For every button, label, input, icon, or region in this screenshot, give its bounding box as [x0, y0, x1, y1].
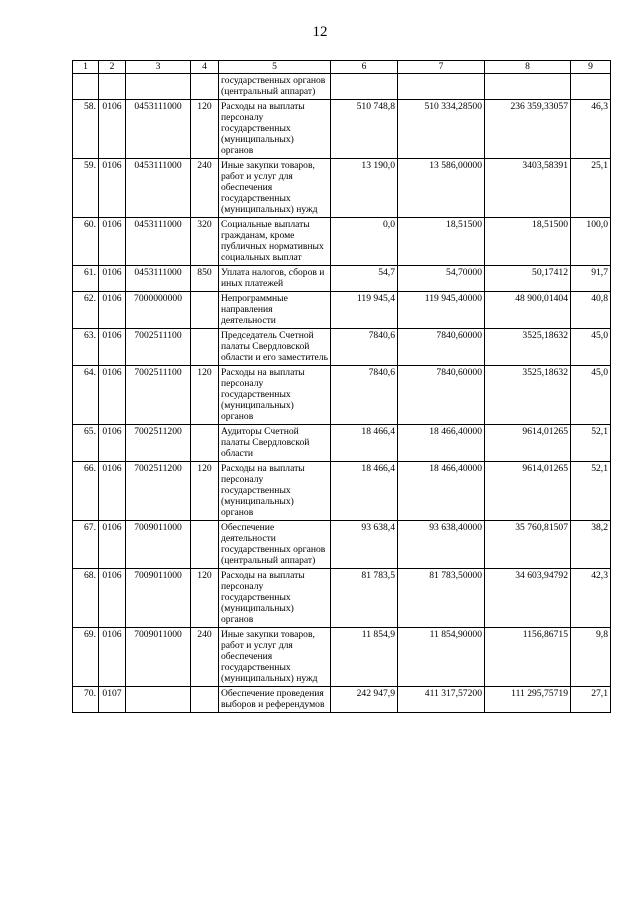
execution-percent-cell: 91,7 [571, 266, 611, 292]
adjusted-amount-cell: 18 466,40000 [398, 462, 485, 521]
section-code-cell: 0106 [99, 425, 126, 462]
adjusted-amount-cell: 7840,60000 [398, 329, 485, 366]
execution-percent-cell: 38,2 [571, 521, 611, 569]
row-number-cell: 58. [73, 100, 99, 159]
adjusted-amount-cell: 93 638,40000 [398, 521, 485, 569]
executed-amount-cell: 3403,58391 [485, 159, 571, 218]
planned-amount-cell: 242 947,9 [331, 687, 398, 713]
executed-amount-cell: 9614,01265 [485, 425, 571, 462]
column-header-5: 5 [219, 61, 331, 74]
target-code-cell [126, 687, 191, 713]
target-code-cell: 7000000000 [126, 292, 191, 329]
target-code-cell: 7002511100 [126, 366, 191, 425]
expense-type-cell: 240 [191, 159, 219, 218]
table-row [73, 687, 611, 713]
row-number-cell: 59. [73, 159, 99, 218]
row-number-cell [73, 74, 99, 100]
row-number-cell: 70. [73, 687, 99, 713]
table-row [73, 329, 611, 366]
column-header-1: 1 [73, 61, 99, 74]
execution-percent-cell: 52,1 [571, 462, 611, 521]
expense-type-cell [191, 292, 219, 329]
planned-amount-cell: 7840,6 [331, 366, 398, 425]
section-code-cell: 0106 [99, 159, 126, 218]
executed-amount-cell: 236 359,33057 [485, 100, 571, 159]
item-name-cell: Аудиторы Счетной палаты Свердловской области [219, 425, 331, 462]
executed-amount-cell: 34 603,94792 [485, 569, 571, 628]
table-row [73, 569, 611, 628]
table-row [73, 218, 611, 266]
section-code-cell: 0106 [99, 628, 126, 687]
item-name-cell: Расходы на выплаты персоналу государственных (муниципальных) органов [219, 569, 331, 628]
item-name-cell: Непрограммные направления деятельности [219, 292, 331, 329]
table-row [73, 366, 611, 425]
executed-amount-cell [485, 74, 571, 100]
row-number-cell: 60. [73, 218, 99, 266]
section-code-cell: 0106 [99, 100, 126, 159]
executed-amount-cell: 111 295,75719 [485, 687, 571, 713]
expense-type-cell [191, 329, 219, 366]
adjusted-amount-cell: 11 854,90000 [398, 628, 485, 687]
planned-amount-cell: 18 466,4 [331, 425, 398, 462]
planned-amount-cell [331, 74, 398, 100]
section-code-cell: 0106 [99, 218, 126, 266]
target-code-cell: 0453111000 [126, 218, 191, 266]
expense-type-cell [191, 74, 219, 100]
expense-type-cell: 320 [191, 218, 219, 266]
executed-amount-cell: 48 900,01404 [485, 292, 571, 329]
adjusted-amount-cell: 18 466,40000 [398, 425, 485, 462]
section-code-cell: 0106 [99, 462, 126, 521]
execution-percent-cell: 25,1 [571, 159, 611, 218]
table-header-row [73, 61, 611, 74]
adjusted-amount-cell: 81 783,50000 [398, 569, 485, 628]
row-number-cell: 66. [73, 462, 99, 521]
row-number-cell: 69. [73, 628, 99, 687]
item-name-cell: Расходы на выплаты персоналу государственных (муниципальных) органов [219, 462, 331, 521]
item-name-cell: Иные закупки товаров, работ и услуг для обеспечения государственных (муниципальных) нужд [219, 159, 331, 218]
target-code-cell: 7002511200 [126, 425, 191, 462]
adjusted-amount-cell: 411 317,57200 [398, 687, 485, 713]
item-name-cell: Уплата налогов, сборов и иных платежей [219, 266, 331, 292]
row-number-cell: 61. [73, 266, 99, 292]
table-body [73, 74, 611, 713]
column-header-9: 9 [571, 61, 611, 74]
section-code-cell [99, 74, 126, 100]
executed-amount-cell: 3525,18632 [485, 329, 571, 366]
expense-type-cell: 120 [191, 100, 219, 159]
table-row [73, 292, 611, 329]
column-header-8: 8 [485, 61, 571, 74]
planned-amount-cell: 81 783,5 [331, 569, 398, 628]
executed-amount-cell: 35 760,81507 [485, 521, 571, 569]
item-name-cell: Расходы на выплаты персоналу государственных (муниципальных) органов [219, 100, 331, 159]
expense-type-cell [191, 521, 219, 569]
item-name-cell: Иные закупки товаров, работ и услуг для обеспечения государственных (муниципальных) нужд [219, 628, 331, 687]
item-name-cell: Обеспечение проведения выборов и референдумов [219, 687, 331, 713]
column-header-4: 4 [191, 61, 219, 74]
execution-percent-cell: 100,0 [571, 218, 611, 266]
planned-amount-cell: 0,0 [331, 218, 398, 266]
row-number-cell: 64. [73, 366, 99, 425]
row-number-cell: 65. [73, 425, 99, 462]
adjusted-amount-cell: 510 334,28500 [398, 100, 485, 159]
section-code-cell: 0106 [99, 521, 126, 569]
planned-amount-cell: 13 190,0 [331, 159, 398, 218]
row-number-cell: 68. [73, 569, 99, 628]
execution-percent-cell: 42,3 [571, 569, 611, 628]
page-number: 12 [312, 24, 328, 40]
item-name-cell: государственных органов (центральный аппарат) [219, 74, 331, 100]
column-header-3: 3 [126, 61, 191, 74]
executed-amount-cell: 1156,86715 [485, 628, 571, 687]
item-name-cell: Председатель Счетной палаты Свердловской области и его заместитель [219, 329, 331, 366]
target-code-cell: 7009011000 [126, 521, 191, 569]
table-row [73, 628, 611, 687]
expense-type-cell [191, 425, 219, 462]
adjusted-amount-cell: 119 945,40000 [398, 292, 485, 329]
planned-amount-cell: 54,7 [331, 266, 398, 292]
expense-type-cell: 120 [191, 462, 219, 521]
table-row [73, 521, 611, 569]
planned-amount-cell: 93 638,4 [331, 521, 398, 569]
row-number-cell: 67. [73, 521, 99, 569]
execution-percent-cell: 9,8 [571, 628, 611, 687]
target-code-cell: 0453111000 [126, 100, 191, 159]
section-code-cell: 0106 [99, 569, 126, 628]
adjusted-amount-cell: 54,70000 [398, 266, 485, 292]
table-row [73, 159, 611, 218]
budget-table [72, 60, 611, 713]
executed-amount-cell: 18,51500 [485, 218, 571, 266]
target-code-cell: 7002511100 [126, 329, 191, 366]
planned-amount-cell: 11 854,9 [331, 628, 398, 687]
target-code-cell: 0453111000 [126, 159, 191, 218]
planned-amount-cell: 7840,6 [331, 329, 398, 366]
section-code-cell: 0106 [99, 366, 126, 425]
table-row [73, 100, 611, 159]
expense-type-cell: 850 [191, 266, 219, 292]
column-header-2: 2 [99, 61, 126, 74]
planned-amount-cell: 510 748,8 [331, 100, 398, 159]
adjusted-amount-cell: 7840,60000 [398, 366, 485, 425]
expense-type-cell: 120 [191, 569, 219, 628]
table-row [73, 266, 611, 292]
row-number-cell: 62. [73, 292, 99, 329]
item-name-cell: Обеспечение деятельности государственных органов (центральный аппарат) [219, 521, 331, 569]
expense-type-cell: 240 [191, 628, 219, 687]
executed-amount-cell: 3525,18632 [485, 366, 571, 425]
execution-percent-cell: 45,0 [571, 329, 611, 366]
target-code-cell: 7002511200 [126, 462, 191, 521]
item-name-cell: Социальные выплаты гражданам, кроме публичных нормативных социальных выплат [219, 218, 331, 266]
planned-amount-cell: 18 466,4 [331, 462, 398, 521]
adjusted-amount-cell [398, 74, 485, 100]
execution-percent-cell: 52,1 [571, 425, 611, 462]
target-code-cell: 7009011000 [126, 569, 191, 628]
executed-amount-cell: 50,17412 [485, 266, 571, 292]
execution-percent-cell: 27,1 [571, 687, 611, 713]
table-row [73, 462, 611, 521]
row-number-cell: 63. [73, 329, 99, 366]
execution-percent-cell: 46,3 [571, 100, 611, 159]
column-header-6: 6 [331, 61, 398, 74]
expense-type-cell [191, 687, 219, 713]
table-row [73, 425, 611, 462]
adjusted-amount-cell: 18,51500 [398, 218, 485, 266]
item-name-cell: Расходы на выплаты персоналу государственных (муниципальных) органов [219, 366, 331, 425]
expense-type-cell: 120 [191, 366, 219, 425]
section-code-cell: 0106 [99, 292, 126, 329]
target-code-cell: 0453111000 [126, 266, 191, 292]
execution-percent-cell [571, 74, 611, 100]
planned-amount-cell: 119 945,4 [331, 292, 398, 329]
section-code-cell: 0106 [99, 266, 126, 292]
table-row [73, 74, 611, 100]
section-code-cell: 0107 [99, 687, 126, 713]
target-code-cell: 7009011000 [126, 628, 191, 687]
execution-percent-cell: 40,8 [571, 292, 611, 329]
execution-percent-cell: 45,0 [571, 366, 611, 425]
adjusted-amount-cell: 13 586,00000 [398, 159, 485, 218]
target-code-cell [126, 74, 191, 100]
section-code-cell: 0106 [99, 329, 126, 366]
executed-amount-cell: 9614,01265 [485, 462, 571, 521]
column-header-7: 7 [398, 61, 485, 74]
